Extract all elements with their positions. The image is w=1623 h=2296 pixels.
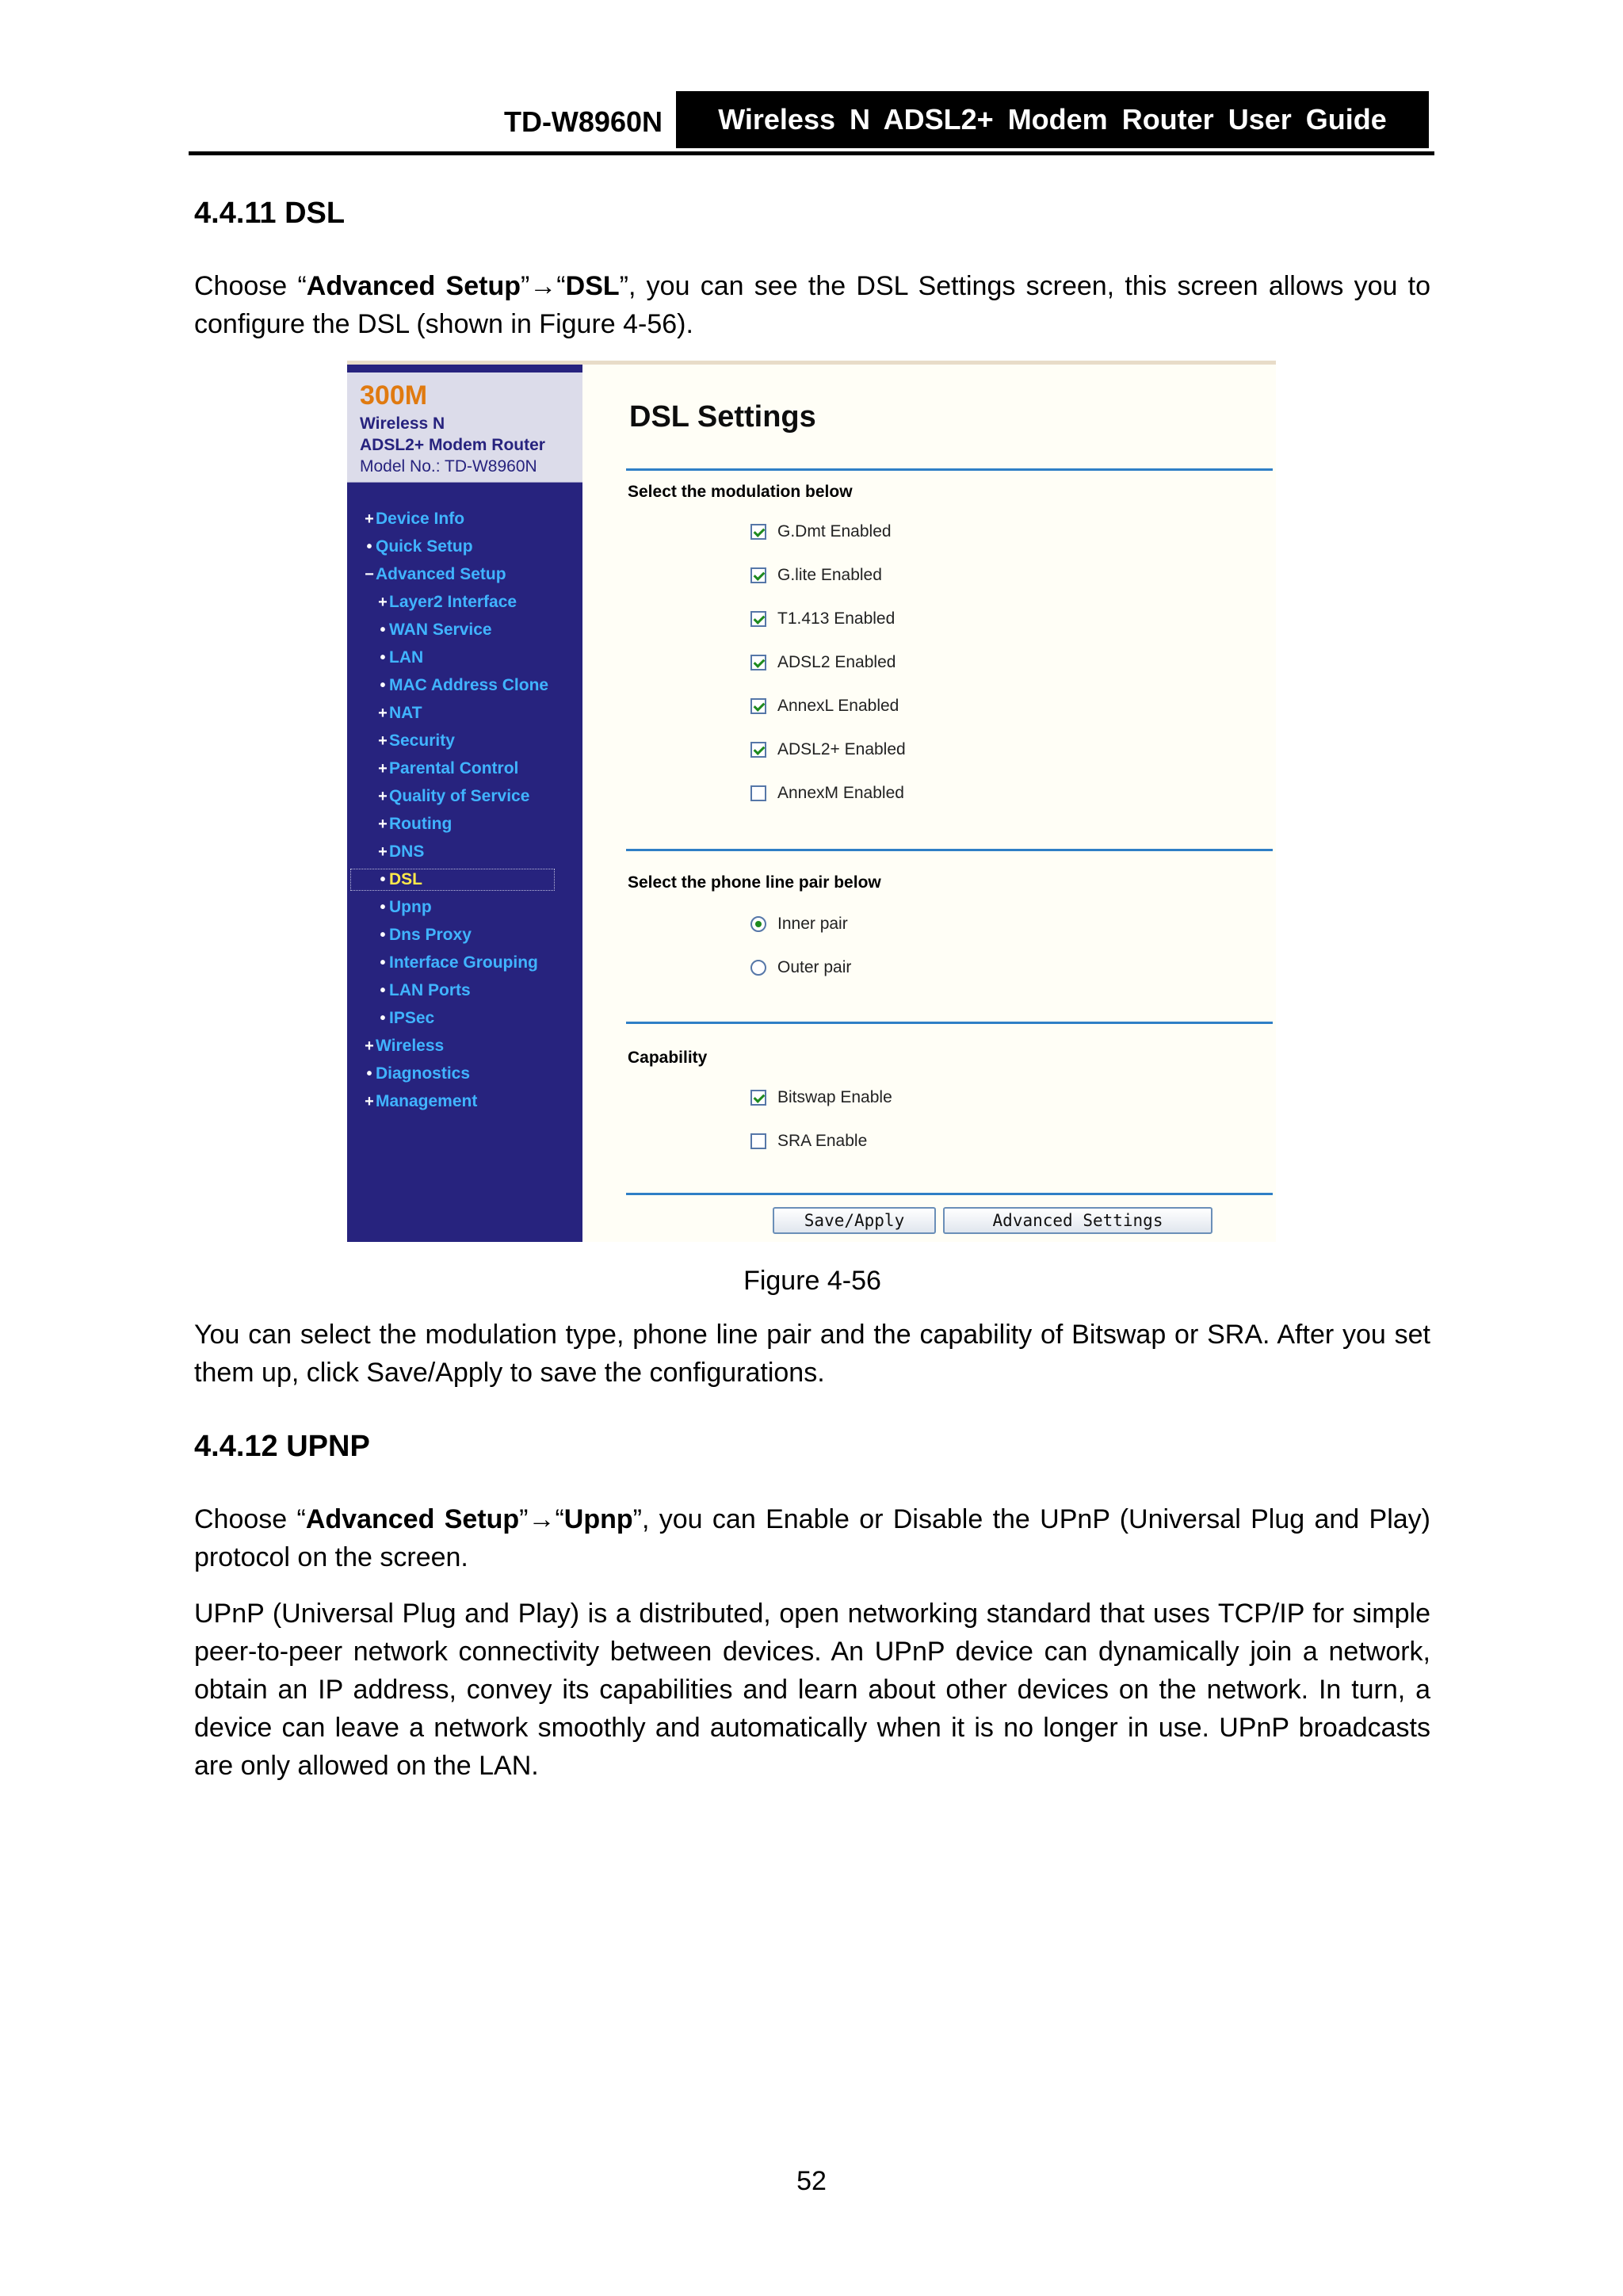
logo-line-300m: 300M	[360, 380, 428, 411]
router-main-panel	[582, 365, 1276, 1242]
upnp-intro-arrow: ”→“	[519, 1504, 564, 1534]
checkbox-icon[interactable]	[750, 785, 766, 801]
menu-item-wireless[interactable]	[363, 1034, 444, 1058]
dsl-intro-bold-advanced: Advanced Setup	[306, 271, 521, 301]
dsl-intro-bold-dsl: DSL	[565, 271, 620, 301]
upnp-intro-bold-upnp: Upnp	[563, 1504, 633, 1534]
menu-item-label: Parental Control	[389, 759, 519, 777]
menu-item-label: Management	[376, 1092, 478, 1110]
bullet-icon: •	[380, 621, 386, 639]
menu-item-lan-ports[interactable]	[376, 979, 471, 1003]
bullet-icon: •	[380, 871, 386, 888]
menu-item-label: DNS	[389, 842, 425, 861]
option-label: Bitswap Enable	[777, 1088, 892, 1106]
option-label: AnnexM Enabled	[777, 784, 904, 802]
menu-item-lan[interactable]	[376, 646, 423, 670]
menu-item-upnp[interactable]	[376, 896, 432, 919]
bullet-icon: •	[380, 926, 386, 944]
phone-pair-section-title: Select the phone line pair below	[628, 873, 881, 892]
menu-item-label: MAC Address Clone	[389, 676, 549, 694]
router-sidebar	[347, 365, 582, 1242]
dsl-intro-post: ”, you can see the DSL Settings screen, this screen allows you to configure the DSL (shown in Figure 4-56).	[194, 271, 1431, 339]
router-logo	[347, 372, 582, 483]
menu-item-label: IPSec	[389, 1009, 435, 1027]
expand-icon: +	[365, 1093, 374, 1110]
menu-item-diagnostics[interactable]	[363, 1062, 470, 1086]
upnp-intro-paragraph	[194, 1500, 1430, 1576]
menu-item-label: Wireless	[376, 1037, 445, 1055]
menu-item-dns[interactable]	[376, 840, 424, 864]
section-divider	[626, 1193, 1273, 1195]
menu-item-parental-control[interactable]	[376, 757, 518, 781]
header-guide-title: Wireless N ADSL2+ Modem Router User Guide	[676, 91, 1429, 148]
menu-item-label: Security	[389, 732, 455, 750]
menu-item-label: WAN Service	[389, 621, 492, 639]
option-label: AnnexL Enabled	[777, 697, 899, 715]
menu-item-label: Interface Grouping	[389, 953, 538, 972]
checkbox-icon[interactable]	[750, 655, 766, 670]
menu-item-label: DSL	[389, 870, 422, 888]
menu-item-label: Layer2 Interface	[389, 593, 517, 611]
option-label: Inner pair	[777, 915, 848, 933]
option-label: SRA Enable	[777, 1132, 868, 1150]
menu-item-label: Quick Setup	[376, 537, 473, 556]
bullet-icon: •	[380, 1010, 386, 1027]
menu-item-label: Quality of Service	[389, 787, 530, 805]
header-rule	[189, 151, 1434, 155]
menu-item-dsl[interactable]	[376, 868, 422, 892]
bullet-icon: •	[380, 982, 386, 999]
checkbox-icon[interactable]	[750, 611, 766, 627]
menu-item-management[interactable]	[363, 1090, 477, 1114]
modulation-section-title: Select the modulation below	[628, 483, 853, 501]
menu-item-label: Routing	[389, 815, 453, 833]
option-label: Outer pair	[777, 958, 852, 976]
section-heading-dsl: 4.4.11 DSL	[194, 197, 346, 230]
menu-item-label: Dns Proxy	[389, 926, 472, 944]
menu-item-label: Diagnostics	[376, 1064, 471, 1083]
radio-icon[interactable]	[750, 960, 766, 976]
menu-item-ipsec[interactable]	[376, 1007, 434, 1030]
expand-icon: +	[365, 510, 374, 528]
section-heading-upnp: 4.4.12 UPNP	[194, 1430, 370, 1463]
checkbox-icon[interactable]	[750, 698, 766, 714]
figure-dsl-settings-screenshot	[347, 361, 1276, 1242]
save-apply-button[interactable]: Save/Apply	[773, 1207, 936, 1234]
menu-item-label: LAN	[389, 648, 424, 667]
expand-icon: +	[378, 705, 388, 722]
option-label: ADSL2 Enabled	[777, 653, 896, 671]
collapse-icon: −	[365, 566, 374, 583]
logo-line-product: ADSL2+ Modem Router	[360, 436, 545, 454]
checkbox-icon[interactable]	[750, 742, 766, 758]
expand-icon: +	[378, 594, 388, 611]
bullet-icon: •	[366, 538, 372, 556]
menu-item-mac-address-clone[interactable]	[376, 674, 548, 697]
expand-icon: +	[378, 788, 388, 805]
bullet-icon: •	[380, 677, 386, 694]
menu-item-label: Device Info	[376, 510, 465, 528]
checkbox-icon[interactable]	[750, 567, 766, 583]
capability-section-title: Capability	[628, 1049, 708, 1067]
upnp-intro-post: ”, you can Enable or Disable the UPnP (Universal Plug and Play) protocol on the screen.	[194, 1504, 1430, 1572]
menu-item-nat[interactable]	[376, 701, 422, 725]
option-label: T1.413 Enabled	[777, 609, 896, 628]
expand-icon: +	[365, 1037, 374, 1055]
upnp-body-paragraph: UPnP (Universal Plug and Play) is a distributed, open networking standard that uses TCP/IP for simple peer-to-peer network connectivity between devices. An UPnP device can dynamically join a network, obtain an IP address, convey its capabilities and learn about other devices on the network. In turn, a device can leave a network smoothly and automatically when it is no longer in use. UPnP broadcasts are only allowed on the LAN.	[194, 1599, 1430, 1781]
menu-item-quick-setup[interactable]	[363, 535, 473, 559]
menu-item-advanced-setup[interactable]	[363, 563, 506, 586]
expand-icon: +	[378, 843, 388, 861]
option-label: ADSL2+ Enabled	[777, 740, 906, 758]
menu-item-interface-grouping[interactable]	[376, 951, 538, 975]
bullet-icon: •	[380, 899, 386, 916]
dsl-after-figure-paragraph: You can select the modulation type, phone line pair and the capability of Bitswap or SRA. After you set them up, click Save/Apply to save the configurations.	[194, 1320, 1430, 1388]
menu-item-security[interactable]	[376, 729, 455, 753]
menu-item-routing[interactable]	[376, 812, 452, 836]
radio-icon[interactable]	[750, 916, 766, 932]
menu-item-quality-of-service[interactable]	[376, 785, 529, 808]
section-divider	[626, 1022, 1273, 1024]
menu-item-label: LAN Ports	[389, 981, 471, 999]
checkbox-icon[interactable]	[750, 1090, 766, 1106]
upnp-intro-bold-advanced: Advanced Setup	[305, 1504, 520, 1534]
dsl-intro-paragraph	[194, 267, 1430, 343]
expand-icon: +	[378, 760, 388, 777]
menu-item-label: NAT	[389, 704, 422, 722]
advanced-settings-button[interactable]: Advanced Settings	[943, 1207, 1212, 1234]
menu-item-layer2-interface[interactable]	[376, 590, 517, 614]
option-label: G.Dmt Enabled	[777, 522, 892, 541]
header-model: TD-W8960N	[503, 105, 663, 138]
menu-item-wan-service[interactable]	[376, 618, 492, 642]
bullet-icon: •	[366, 1065, 372, 1083]
menu-item-device-info[interactable]	[363, 507, 464, 531]
upnp-intro-pre: Choose “	[194, 1504, 306, 1534]
menu-item-label: Advanced Setup	[376, 565, 506, 583]
expand-icon: +	[378, 816, 388, 833]
dsl-intro-arrow: ”→“	[520, 271, 566, 301]
checkbox-icon[interactable]	[750, 524, 766, 540]
logo-line-wireless: Wireless N	[360, 415, 445, 433]
page-number: 52	[796, 2166, 827, 2196]
logo-line-model: Model No.: TD-W8960N	[360, 457, 537, 476]
option-label: G.lite Enabled	[777, 566, 882, 584]
figure-caption: Figure 4-56	[743, 1266, 881, 1296]
bullet-icon: •	[380, 954, 386, 972]
menu-item-dns-proxy[interactable]	[376, 923, 472, 947]
bullet-icon: •	[380, 649, 386, 667]
checkbox-icon[interactable]	[750, 1133, 766, 1149]
dsl-intro-pre: Choose “	[194, 271, 307, 301]
section-divider	[626, 468, 1273, 471]
section-divider	[626, 849, 1273, 851]
expand-icon: +	[378, 732, 388, 750]
menu-item-label: Upnp	[389, 898, 432, 916]
dsl-settings-title: DSL Settings	[629, 400, 816, 434]
